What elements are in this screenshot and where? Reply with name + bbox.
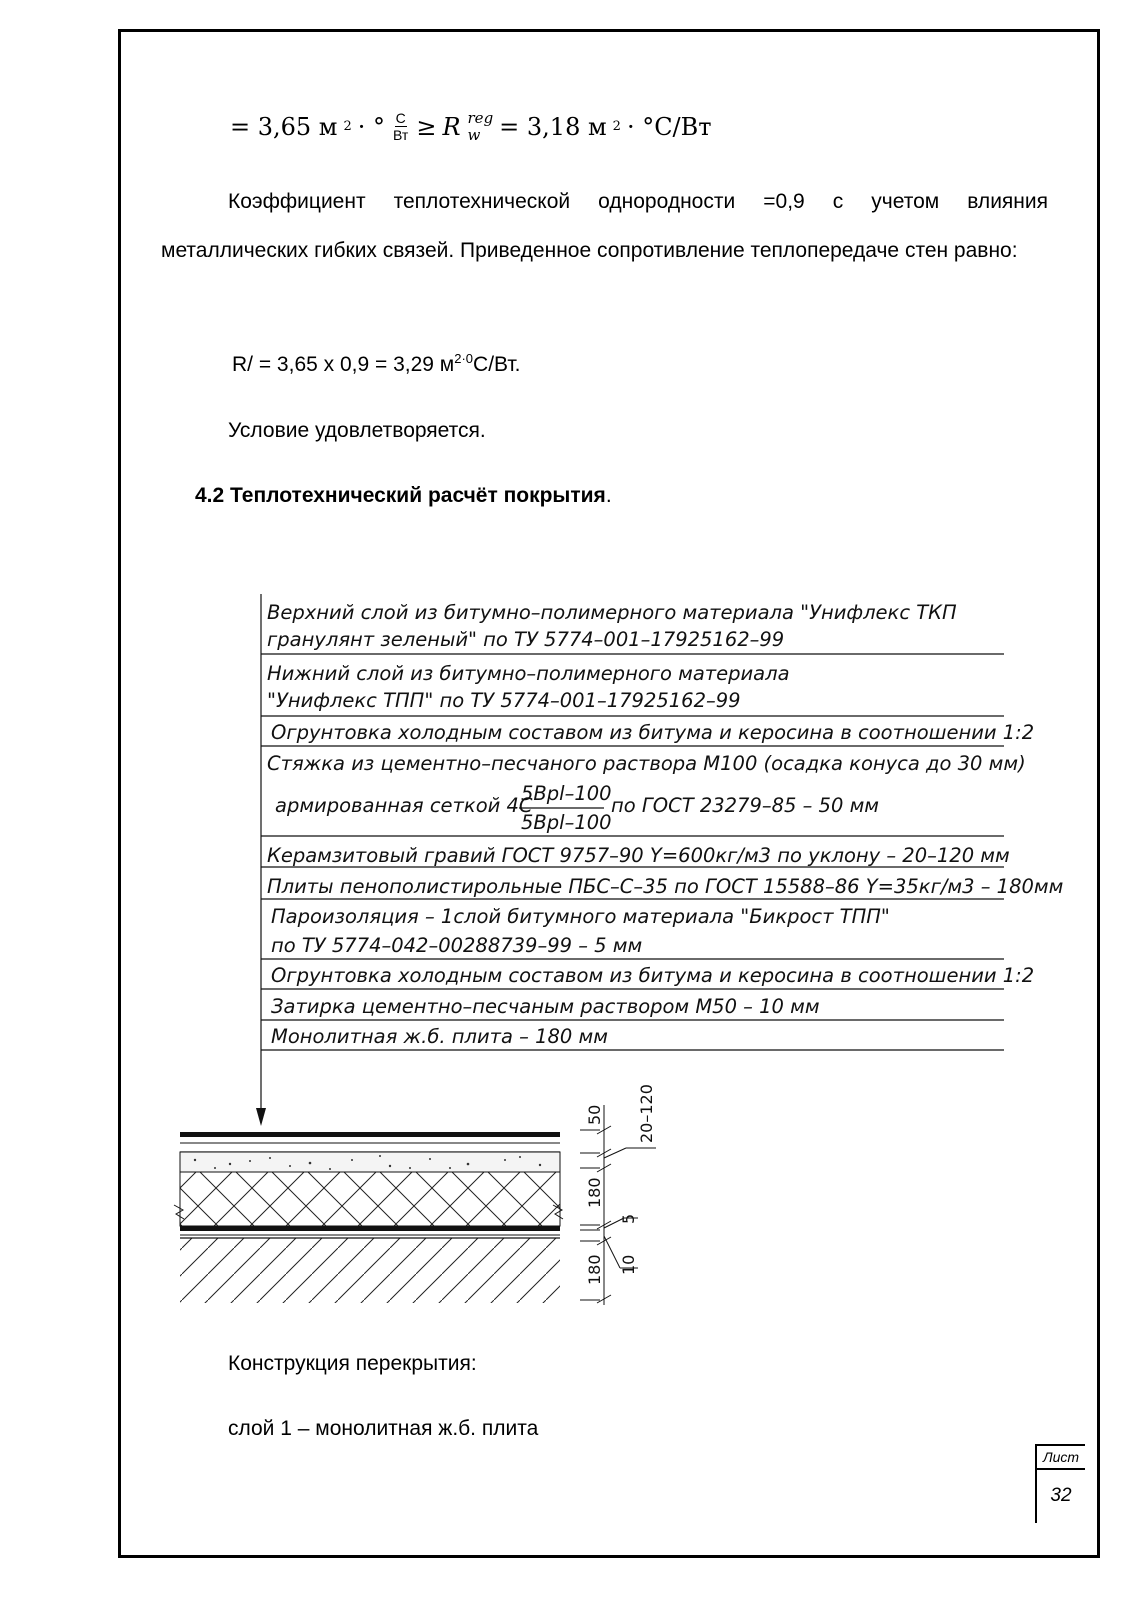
layer-slab: Монолитная ж.б. плита – 180 мм — [271, 1025, 608, 1048]
dim-20-120: 20–120 — [637, 1084, 656, 1143]
calc-unit: С/Вт. — [473, 353, 521, 376]
layer-primer-1: Огрунтовка холодным составом из битума и керосина в соотношении 1:2 — [271, 721, 1035, 744]
uniformity-paragraph: Коэффициент теплотехнической однородности =0,9 с учетом влияния металлических гибких связей. Приведенное сопротивление теплопередаче стен равно: — [161, 190, 1048, 262]
section-heading-text: 4.2 Теплотехнический расчёт покрытия — [195, 484, 606, 507]
section-heading-dot: . — [605, 484, 612, 507]
layer-screed: Стяжка из цементно–песчаного раствора М100 (осадка конуса до 30 мм) — [267, 752, 1026, 775]
sheet-stamp — [1035, 1444, 1085, 1523]
screed-reinforcement-suffix: по ГОСТ 23279–85 – 50 мм — [611, 794, 879, 817]
layer1-text: слой 1 – монолитная ж.б. плита — [228, 1417, 539, 1440]
layer-top-line2: гранулянт зеленый" по ТУ 5774–001–17925162–99 — [267, 628, 785, 651]
screed-frac-num: 5Bpl–100 — [521, 782, 612, 805]
layer-eps: Плиты пенополистирольные ПБС–С–35 по ГОСТ 15588–86 Y=35кг/м3 – 180мм — [267, 875, 1064, 898]
formula-dot: · ° — [357, 112, 386, 141]
formula-tail: = 3,18 м — [499, 112, 607, 141]
leader-arrow-icon — [256, 1108, 266, 1126]
formula-r: R — [442, 112, 461, 141]
calc-sup: 2·0 — [454, 351, 474, 366]
formula-tail-sup: 2 — [612, 119, 621, 134]
dim-50: 50 — [585, 1104, 604, 1125]
dim-10: 10 — [619, 1254, 638, 1275]
layer-vapor-line2: по ТУ 5774–042–00288739–99 – 5 мм — [271, 934, 643, 957]
layer-gravel: Керамзитовый гравий ГОСТ 9757–90 Y=600кг/м3 по уклону – 20–120 мм — [267, 844, 1010, 867]
calc-text: R/ = 3,65 х 0,9 = 3,29 м — [232, 353, 455, 376]
formula-tail-unit: · °С/Вт — [626, 112, 712, 141]
formula-frac-num: С — [395, 110, 406, 126]
layer-bottom-line2: "Унифлекс ТПП" по ТУ 5774–001–17925162–99 — [267, 689, 741, 712]
layer-primer-2: Огрунтовка холодным составом из битума и керосина в соотношении 1:2 — [271, 964, 1035, 987]
layer-top-line1: Верхний слой из битумно–полимерного материала "Унифлекс ТКП — [267, 601, 957, 624]
sheet-number: 32 — [1050, 1485, 1072, 1506]
sheet-label: Лист — [1037, 1446, 1085, 1470]
formula-sup: 2 — [343, 119, 352, 134]
dim-180-slab: 180 — [585, 1254, 604, 1285]
layer-trowel: Затирка цементно–песчаным раствором М50 – 10 мм — [271, 995, 820, 1018]
condition-text: Условие удовлетворяется. — [228, 419, 486, 442]
construction-title: Конструкция перекрытия: — [228, 1352, 477, 1375]
screed-frac-den: 5Bpl–100 — [521, 811, 612, 834]
dim-180-insulation: 180 — [585, 1177, 604, 1208]
formula-r-sub: w — [467, 125, 481, 144]
dim-5: 5 — [619, 1213, 638, 1224]
layer-bottom-line1: Нижний слой из битумно–полимерного материала — [267, 662, 790, 685]
section-layers — [174, 1132, 563, 1303]
layer-vapor-line1: Пароизоляция – 1слой битумного материала "Бикрост ТПП" — [271, 905, 890, 928]
formula-ge: ≥ — [416, 112, 437, 141]
screed-reinforcement-prefix: армированная сеткой 4С — [275, 794, 533, 817]
formula-frac-den: Вт — [393, 127, 409, 143]
formula-lead: = 3,65 м — [230, 112, 338, 141]
formula-r-sup: reg — [467, 109, 494, 127]
